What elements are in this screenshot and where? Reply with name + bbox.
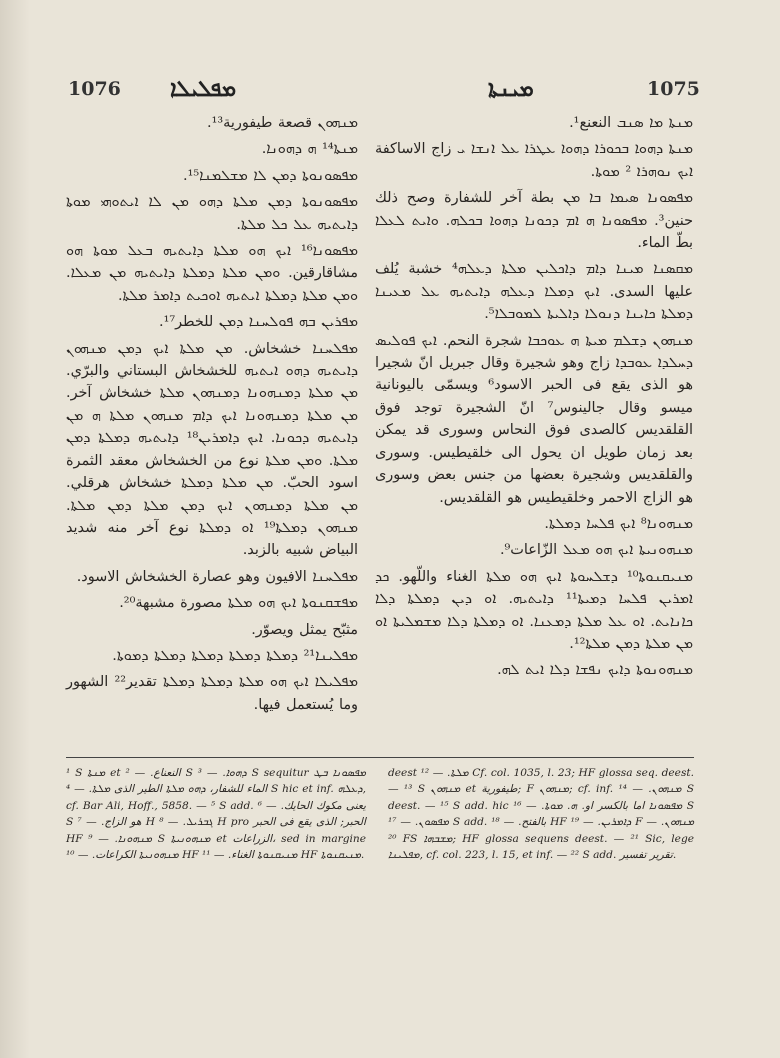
footnotes-right [388, 765, 694, 863]
footnote-block: ¹ S ܡܢܬܐ et النعناع. — ² S ܕܗܘܐ. — ³ S sequitur ܡܦܣܘܢܐ ܒܛ الماء للشفار، ܕܗܘ ܡܠܬܐ الطير الذى ܡܠܬܐ. — ⁴ S hic et inf. ܕܥܠܗ, cf. Bar Ali, Hoff., 5858. — ⁵ S add. يعنى مكوك الحايك. — ⁶ S هو الزاج. — ⁷ H ܓܒܪܝܠ. — ⁸ H pro الحبر; الذى يقع فى الحبر HF ܡܢܗܘܢܐ. — ⁹ S ܡܢܗܘܢܝܬܐ et الزراعات، sed in margine ܡܢܗܘܢܝܬܐ الكراعات. — ¹⁰ HF ܡܢܝܩܢܘܬܐ الغناء. — ¹¹ HF ܡܢܝܩܢܘܬܐ. [66, 767, 367, 862]
lexicon-entry: ܡܦܣܘܢܐ ܣܝܡܐ ܒܐ ܡܢ بطة آخر للشفارة وصح ذلك حنين³. ܡܦܣܘܢܐ ܗ ܐܡ ܕܟܘܢܐ ܕܗܘܐ ܒܟܠܗ. ܘܐܝܬ ܠܥܠܐ بطّ الماء. [375, 190, 693, 252]
lexicon-entry: ܡܢܝܩܢܘܬܐ¹⁰ ܕܫܠܚܘܬܐ ܐܝܟ ܗܘ ܡܠܬܐ الغناء واللّهو. ܟܕ ܐܡܪܝܢ ܦܠܚܐ ܕܡܝܬܐ¹¹ ܕܐܝܬܝܗ. ܐܘ ܕܝܢ ܕܡܠܬܐ ܕܠܐ ܟܐܢܐܝܬ. ܐܘ ܥܠ ܡܠܬܐ ܕܡܥܢܐ. ܐܘ ܕܡܠܬܐ ܕܠܐ ܡܫܡܠܝܬܐ ܐܘ ܡܢ ܡܠܬܐ ܕܡܢ ܡܠܬܐ¹². [375, 568, 693, 652]
lexicon-entry: ܡܢܗܘܢܘܬܐ ܕܐܝܟ ܢܦܫܐ ܕܠܐ ܐܝܬ ܠܗ. [497, 662, 693, 679]
right-running-head: ܡܝܢܬܐ [488, 76, 534, 102]
lexicon-entry: ܡܦܫܩܢܘܬܐ ܐܝܟ ܗܘ ܡܠܬܐ مصورة مشبهة²⁰. [119, 595, 358, 612]
lexicon-entry: ܡܢܗܘܢܐ⁸ ܐܝܟ ܦܠܚܐ ܕܡܠܬܐ. [544, 515, 693, 532]
footnotes-left [66, 765, 366, 863]
lexicon-entry: ܡܦܣܘܢܘܬܐ ܕܡܢ ܡܠܬܐ ܕܗܘ ܡܢ ܠܐ ܐܝܬܘܗܝ ܡܘܬܐ ܕܐܝܬܝܗ ܥܠ ܟܠ ܡܠܬܐ. [66, 194, 358, 233]
lexicon-entry: ܡܢܬܐ¹⁴ ܗ ܕܗܘܢܐ. [261, 141, 358, 158]
lexicon-entry: ܡܢܬܐ ܕܗܘܐ ܒܟܘܪܐ ܕܗܘܐ ܥܛܪܐ ܥܠ ܐܢܫܐ ܝ زاج الاساكفة ܐܝܟ ܢܘܗܪܐ ² ܡܘܬܐ. [375, 141, 693, 180]
lexicon-entry: ܡܦܣܘܢܐ¹⁶ ܐܝܟ ܗܘ ܡܠܬܐ ܕܐܝܬܝܗ ܒܥܠ ܡܘܬܐ ܗܘ مشاقارقين. ܘܡܢ ܡܠܬܐ ܕܡܠܬܐ ܕܐܝܬܝܗ ܡܢ ܡܥܠܐ. ܘܡܢ ܡܠܬܐ ܕܡܠܬܐ ܐܝܬܝܗ ܐܘܟܝܬ ܕܐܡܪ ܡܠܬܐ. [66, 243, 358, 304]
lexicon-entry: ܡܢܗܘܢܝܬܐ ܐܝܟ ܗܘ ܡܥܠ الزّاعات⁹. [499, 542, 693, 559]
lexicon-entry: ܡܢܗܘܢ ܕܫܠܡ ܡܝܬܐ ܗ ܥܘܟܒܐ شجرة النحم. ܐܝܟ ܦܘܠܝܣ ܕܚܠܕܐ ܥܘܒܕܐ زاج وهو شجيرة وقال جبريل انّ شجيرا هو الذى يقع فى الحبر الاسود⁶ ويسمّى باليونانية ميسو وقال جالينوس⁷ انّ الشجيرة توجد فوق القلقديس كالصدى فوق النحاس وسورى قد يمكن بعد زمان طويل ان يحول الى خلقيطيس. وسورى والقلقديس وشجيرة بعضها من جنس بعض وسورى هو الزاج الاحمر وخلقيطيس هو القلقديس. [375, 332, 693, 506]
left-running-head: ܡܦܠܝܠܐ [170, 76, 237, 102]
footnote-block: deest ܡܠܬܐ. — ¹² Cf. col. 1035, l. 23; HF glossa seq. deest. — ¹³ S ܡܢܗܘܢ et طيفورية; F ܡܢܗܘܢ; cf. inf. ܡܢܗܘܢ. — ¹⁴ S deest. — ¹⁵ S add. hic ܡܦܣܘܢܐ اما بالكسر او. ܗ. ܡܘܬܐ. — ¹⁶ S ܡܦܣܘܢ. — ¹⁷ S add. بالفتح. — ¹⁸ HF ܕܐܡܪܝܢ. — ¹⁹ F ܡܢܗܘܢ. — ²⁰ FS ܡܫܒܗܐ; HF glossa sequens deest. — ²¹ Sic, lege ܡܦܠܝܢܐ, cf. col. 223, l. 15, et inf. — ²² S add. تقرير تفسير. [388, 767, 695, 862]
lexicon-entry: ܡܦܠܝܢܐ²¹ ܕܡܠܬܐ ܕܡܠܬܐ ܕܡܠܬܐ ܕܡܠܬܐ ܕܡܘܬܐ. [112, 647, 358, 664]
lexicon-entry: ܡܢܬܐ ܡܐ ܣܢܒ النعنع¹. [569, 115, 693, 131]
lexicon-entry: ܡܦܣܘܢܘܬܐ ܕܡܢ ܠܐ ܡܫܠܡܢܐ¹⁵. [183, 167, 358, 184]
lexicon-entry: ܡܦܠܚܢܐ الافيون وهو عصارة الخشخاش الاسود. [76, 568, 358, 585]
right-page-number: 1075 [647, 78, 700, 100]
lexicon-entry: ܡܦܠܚܢܐ خشخاش. ܡܢ ܡܠܬܐ ܐܝܟ ܕܡܢ ܡܢܗܘܢ ܕܐܝܬܝܗ ܕܗܘ ܐܝܬܝܗ للخشخاش البستاني والبرّي. ܡܢ ܡܠܬܐ ܕܡܢܗܘܢܐ ܕܡܢܗܘܢ ܡܠܬܐ خشخاش آخر. ܡܢ ܡܠܬܐ ܕܡܢܗܘܢܐ ܐܝܟ ܕܐܡ ܡܢܗܘܢ ܡܠܬܐ ܗ ܡܢ ܕܐܝܬܝܗ ܕܟܘܢܐ. ܐܝܟ ܕܐܡܪܝܢ¹⁸ ܕܐܝܬܝܗ ܕܡܠܬܐ ܕܡܢ ܡܠܬܐ. ܘܡܢ ܡܠܬܐ نوع من الخشخاش معقد الثمرة اسود الحبّ. ܡܢ ܡܠܬܐ ܕܡܠܬܐ خشخاش هرقلي. ܡܢ ܡܠܬܐ ܕܡܢܗܘܢ ܐܝܟ ܕܡܢ ܡܠܬܐ ܕܡܢ ܡܠܬܐ. ܡܢܗܘܢ ܕܡܠܬܐ¹⁹ ܐܘ ܕܡܠܬܐ نوع آخر منه شديد البياض شبيه بالزبد. [66, 340, 358, 559]
lexicon-entry: ܡܢܗܘܢ قصعة طيفورية¹³. [207, 115, 358, 131]
lexicon-entry: ܡܦܪܝܢ ܒܗ ܦܘܠܚܢܐ ܕܡܢ للخطر¹⁷. [158, 314, 358, 331]
page-gutter-shadow [0, 0, 30, 1058]
left-page-number: 1076 [68, 78, 121, 100]
right-column [375, 112, 693, 686]
lexicon-entry: ܡܦܠܝܠܐ ܐܝܟ ܗܘ ܡܠܬܐ ܕܡܠܬܐ ܕܡܠܬܐ تقدير²² الشهور وما يُستعمل فيها. [66, 674, 359, 713]
lexicon-entry: مثبّح يمثل ويصوّر. [251, 621, 358, 638]
lexicon-entry: ܡܩܣܢܐ ܡܝܢܐ ܕܐܡ ܕܐܟܠܝܢ ܡܠܬܐ ܕܥܠܗ⁴ خشبة يُلف عليها السدى. ܐܝܟ ܕܡܠܐ ܕܥܠܗ ܕܐܝܬܝܗ ܥܠ ܡܥܝܢܐ ܕܡܠܬܐ ܟܐܝܢܐ ܕܢܘܠܐ ܕܐܠܝܬܐ ܠܡܘܒܠܐ⁵. [375, 261, 693, 323]
footnote-divider [66, 757, 694, 758]
left-column [66, 112, 358, 720]
